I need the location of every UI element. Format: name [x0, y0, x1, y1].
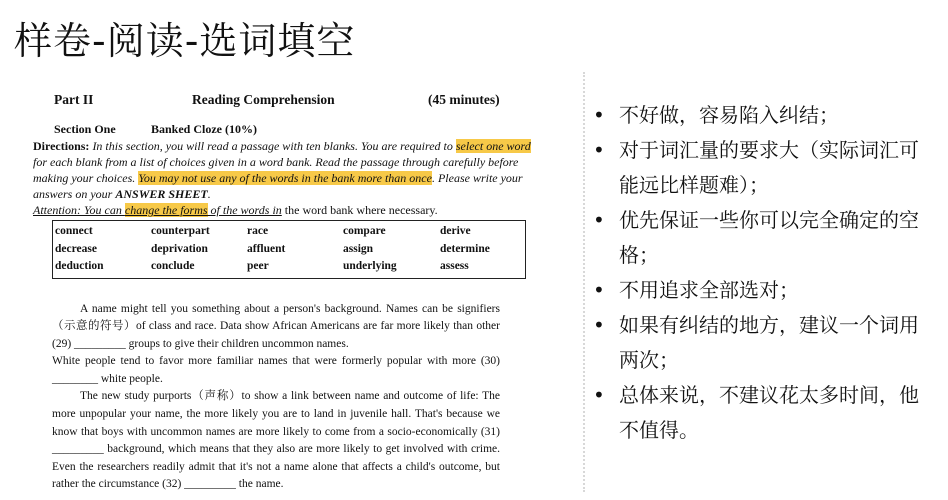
bullet-text: 对于词汇量的要求大（实际词汇可能远比样题难）；	[619, 138, 919, 197]
divider	[583, 72, 585, 492]
word-bank-item: race	[247, 225, 269, 237]
section-name: Reading Comprehension	[192, 92, 335, 107]
highlight-select-one-word: select one word	[455, 139, 531, 153]
paper-header	[30, 88, 570, 112]
bullet-dot-icon: •	[593, 138, 605, 162]
bullet-dot-icon: •	[593, 313, 605, 337]
bullet-item	[593, 98, 938, 133]
bullet-text: 总体来说，不建议花太多时间，他不值得。	[619, 383, 919, 442]
highlight-change-forms: change the forms	[124, 203, 208, 217]
time-label: (45 minutes)	[428, 92, 500, 107]
word-bank-item: determine	[440, 242, 490, 255]
word-bank-item: counterpart	[151, 225, 210, 237]
word-bank-item: affluent	[247, 242, 286, 255]
word-bank-item: underlying	[343, 260, 397, 272]
bullet-item	[593, 203, 938, 273]
attention-text-a: Attention: You can	[33, 203, 125, 217]
passage-paragraph-1a: A name might tell you something about a person's background. Names can be signifiers（示意的符号）of class and race. Data show African Americans are far more likely than other (29) _________ groups to give their children uncommon names.	[52, 302, 500, 350]
section-one-label: Section One	[54, 122, 116, 136]
bullet-text: 如果有纠结的地方，建议一个词用两次；	[619, 313, 919, 372]
passage	[30, 301, 500, 495]
word-bank-item: decrease	[55, 242, 97, 255]
bullet-item	[593, 133, 938, 203]
directions-text-c: . Please write your answers on your	[33, 171, 523, 201]
bullet-dot-icon: •	[593, 208, 605, 232]
bullet-item	[593, 273, 938, 308]
slide-title: 样卷-阅读-选词填空	[14, 19, 356, 63]
word-bank-item: deduction	[55, 260, 104, 272]
bullet-item	[593, 378, 938, 448]
directions-text-a: In this section, you will read a passage with ten blanks. You are required to	[89, 139, 456, 153]
word-bank-item: assign	[343, 242, 374, 255]
attention-text-c: the word bank where necessary.	[281, 203, 438, 217]
word-bank-item: deprivation	[151, 242, 208, 255]
attention-text-b: of the words in	[207, 203, 282, 217]
directions-text-d: .	[207, 187, 211, 201]
bullet-text: 不好做，容易陷入纠结；	[619, 103, 839, 127]
banked-cloze-label: Banked Cloze (10%)	[151, 122, 257, 136]
bullet-item	[593, 308, 938, 378]
bullet-text: 优先保证一些你可以完全确定的空格；	[619, 208, 919, 267]
bullet-text: 不用追求全部选对；	[619, 278, 799, 302]
word-bank-item: compare	[343, 225, 386, 237]
word-bank-item: assess	[440, 260, 469, 272]
word-bank	[52, 220, 526, 279]
passage-paragraph-1b: White people tend to favor more familiar names that were formerly popular with more (30) ________ white people.	[52, 355, 500, 385]
word-bank-item: peer	[247, 260, 269, 272]
bullet-dot-icon: •	[593, 103, 605, 127]
word-bank-item: conclude	[151, 260, 195, 272]
directions-label: Directions:	[33, 139, 90, 153]
passage-paragraph-2: The new study purports（声称）to show a link between name and outcome of life: The more unpopular your name, the more likely you are to land in juvenile hall. That's because we know that boys with uncommon names are more likely to come from a socio-economically (31) _________ background, which means that they also are more likely to get involved with crime. Even the researchers readily admit that it's not a name alone that affects a child's outcome, but rather the circumstance (32) _________ the name.	[52, 390, 500, 491]
exam-paper	[30, 88, 570, 494]
directions	[30, 138, 535, 202]
bullet-dot-icon: •	[593, 383, 605, 407]
section-line	[30, 122, 570, 138]
answer-sheet-label: ANSWER SHEET	[115, 187, 208, 201]
bullet-dot-icon: •	[593, 278, 605, 302]
attention	[30, 202, 570, 218]
word-bank-item: derive	[440, 225, 471, 237]
directions-text-b: for each blank from a list of choices given in a word bank. Read the passage through carefully before making your choices.	[33, 155, 519, 185]
highlight-no-repeat: You may not use any of the words in the bank more than once	[138, 171, 432, 185]
bullet-list	[593, 98, 938, 448]
part-label: Part II	[54, 92, 94, 107]
word-bank-item: connect	[55, 225, 93, 237]
